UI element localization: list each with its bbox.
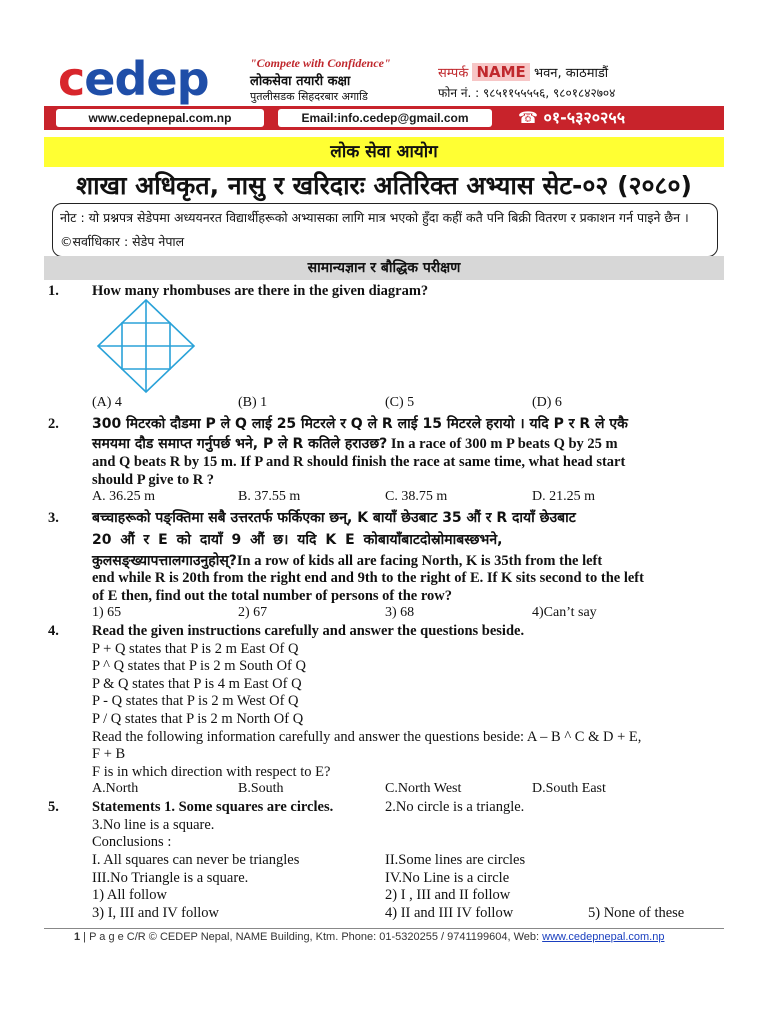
footer-divider bbox=[44, 928, 724, 929]
question-number: 2. bbox=[48, 416, 59, 432]
instruction-line: P & Q states that P is 4 m East Of Q bbox=[92, 676, 302, 692]
question-text-line bbox=[92, 551, 602, 571]
question-text-english: and Q beats R by 15 m. If P and R should finish the race at same time, what head start bbox=[92, 454, 626, 470]
header-class-name: लोकसेवा तयारी कक्षा bbox=[250, 74, 351, 89]
instruction-line: P + Q states that P is 2 m East Of Q bbox=[92, 641, 299, 657]
contact-name: NAME bbox=[472, 63, 529, 81]
option: C.North West bbox=[385, 781, 462, 796]
statement: 3.No line is a square. bbox=[92, 817, 215, 833]
footer-website-link[interactable]: www.cedepnepal.com.np bbox=[542, 931, 665, 943]
question-text-english: In a race of 300 m P beats Q by 25 m bbox=[387, 436, 618, 452]
statement: 2.No circle is a triangle. bbox=[385, 799, 525, 815]
instruction-line: P - Q states that P is 2 m West Of Q bbox=[92, 693, 299, 709]
question-number: 3. bbox=[48, 510, 59, 526]
header-address: पुतलीसडक सिहदरबार अगाडि bbox=[250, 90, 368, 103]
option: 2) I , III and II follow bbox=[385, 887, 511, 903]
statement: Statements 1. Some squares are circles. bbox=[92, 799, 334, 815]
option: (B) 1 bbox=[238, 395, 268, 410]
option: 5) None of these bbox=[588, 905, 685, 921]
option: (A) 4 bbox=[92, 395, 122, 410]
big-phone-number: ☎ ०१-५३२०२५५ bbox=[518, 108, 626, 127]
conclusion: III.No Triangle is a square. bbox=[92, 870, 249, 886]
conclusion: II.Some lines are circles bbox=[385, 852, 526, 868]
option: 3) 68 bbox=[385, 605, 415, 620]
question-number: 1. bbox=[48, 283, 59, 299]
question-text-nepali: कुलसङ्ख्यापत्तालगाउनुहोस्? bbox=[92, 553, 237, 569]
page-footer bbox=[74, 931, 664, 943]
header-phone: फोन नं. : ९८५११५५५५६, ९८०१८४२७०४ bbox=[438, 86, 616, 100]
question-text: Read the given instructions carefully and answer the questions beside. bbox=[92, 623, 525, 639]
info-line: F + B bbox=[92, 746, 126, 762]
question-text-nepali: 20 औं र E को दायाँ 9 औं छ। यदि K E कोबायाँबाटदोस्रोमाबस्छभने, bbox=[92, 532, 503, 548]
question-text-line bbox=[92, 434, 724, 454]
option: 4)Can’t say bbox=[532, 605, 597, 620]
instruction-line: P / Q states that P is 2 m North Of Q bbox=[92, 711, 304, 727]
website-label: www.cedepnepal.com.np bbox=[56, 109, 264, 127]
option: B.South bbox=[238, 781, 284, 796]
contact-line bbox=[438, 63, 608, 81]
logo-letter-c: c bbox=[58, 52, 85, 106]
contact-prefix: सम्पर्क bbox=[438, 66, 469, 81]
option: (C) 5 bbox=[385, 395, 415, 410]
page-number: 1 bbox=[74, 931, 81, 943]
option: A.North bbox=[92, 781, 139, 796]
rhombus-diagram bbox=[96, 298, 196, 394]
question-text-nepali: 300 मिटरको दौडमा P ले Q लाई 25 मिटरले र Q ले R लाई 15 मिटरले हरायो । यदि P र R ले एकै bbox=[92, 416, 628, 432]
question-text-nepali: बच्चाहरूको पङ्क्तिमा सबै उत्तरतर्फ फर्किएका छन्, K बायाँ छेउबाट 35 औं र R दायाँ छेउबाट bbox=[92, 510, 576, 526]
page-title: शाखा अधिकृत, नासु र खरिदारः अतिरिक्त अभ्यास सेट-०२ (२०८०) bbox=[76, 171, 692, 200]
note-text: नोट : यो प्रश्नपत्र सेडेपमा अध्ययनरत विद्यार्थीहरूको अभ्यासका लागि मात्र भएको हुँदा कहीं कतै पनि बिक्री वितरण र प्रकाशन गर्न पाइने छैन । ©सर्वाधिकार : सेडेप नेपाल bbox=[60, 210, 689, 249]
question-text-nepali: समयमा दौड समाप्त गर्नुपर्छ भने, P ले R कतिले हराउछ? bbox=[92, 436, 388, 452]
conclusion: I. All squares can never be triangles bbox=[92, 852, 300, 868]
option: 4) II and III IV follow bbox=[385, 905, 514, 921]
conclusion: IV.No Line is a circle bbox=[385, 870, 510, 886]
question-text-english: In a row of kids all are facing North, K is 35th from the left bbox=[236, 553, 603, 569]
contact-suffix: भवन, काठमाडौं bbox=[533, 66, 609, 81]
question-text: How many rhombuses are there in the given diagram? bbox=[92, 283, 429, 299]
option: B. 37.55 m bbox=[238, 489, 301, 504]
logo-letters: edep bbox=[84, 52, 209, 106]
question-text-english: should P give to R ? bbox=[92, 472, 215, 488]
option: 1) 65 bbox=[92, 605, 122, 620]
section-title: सामान्यज्ञान र बौद्धिक परीक्षण bbox=[44, 256, 724, 280]
footer-text: | P a g e C/R © CEDEP Nepal, NAME Building, Ktm. Phone: 01-5320255 / 9741199604, Web: bbox=[80, 931, 543, 943]
option: D.South East bbox=[532, 781, 606, 796]
option: (D) 6 bbox=[532, 395, 562, 410]
question-number: 5. bbox=[48, 799, 59, 815]
option: C. 38.75 m bbox=[385, 489, 448, 504]
question-ask: F is in which direction with respect to E? bbox=[92, 764, 331, 780]
cedep-logo bbox=[58, 52, 238, 106]
option: A. 36.25 m bbox=[92, 489, 155, 504]
option: 2) 67 bbox=[238, 605, 268, 620]
email-label: Email:info.cedep@gmail.com bbox=[278, 109, 492, 127]
conclusions-label: Conclusions : bbox=[92, 834, 172, 850]
option: 3) I, III and IV follow bbox=[92, 905, 219, 921]
tagline: "Compete with Confidence" bbox=[250, 56, 391, 70]
option: 1) All follow bbox=[92, 887, 167, 903]
exam-banner: लोक सेवा आयोग bbox=[44, 137, 724, 167]
option: D. 21.25 m bbox=[532, 489, 595, 504]
question-number: 4. bbox=[48, 623, 59, 639]
question-text-english: of E then, find out the total number of persons of the row? bbox=[92, 588, 452, 604]
question-text-english: end while R is 20th from the right end and 9th to the right of E. If K sits second to the left bbox=[92, 570, 644, 586]
info-line: Read the following information carefully and answer the questions beside: A – B ^ C & D + E, bbox=[92, 729, 642, 745]
instruction-line: P ^ Q states that P is 2 m South Of Q bbox=[92, 658, 306, 674]
